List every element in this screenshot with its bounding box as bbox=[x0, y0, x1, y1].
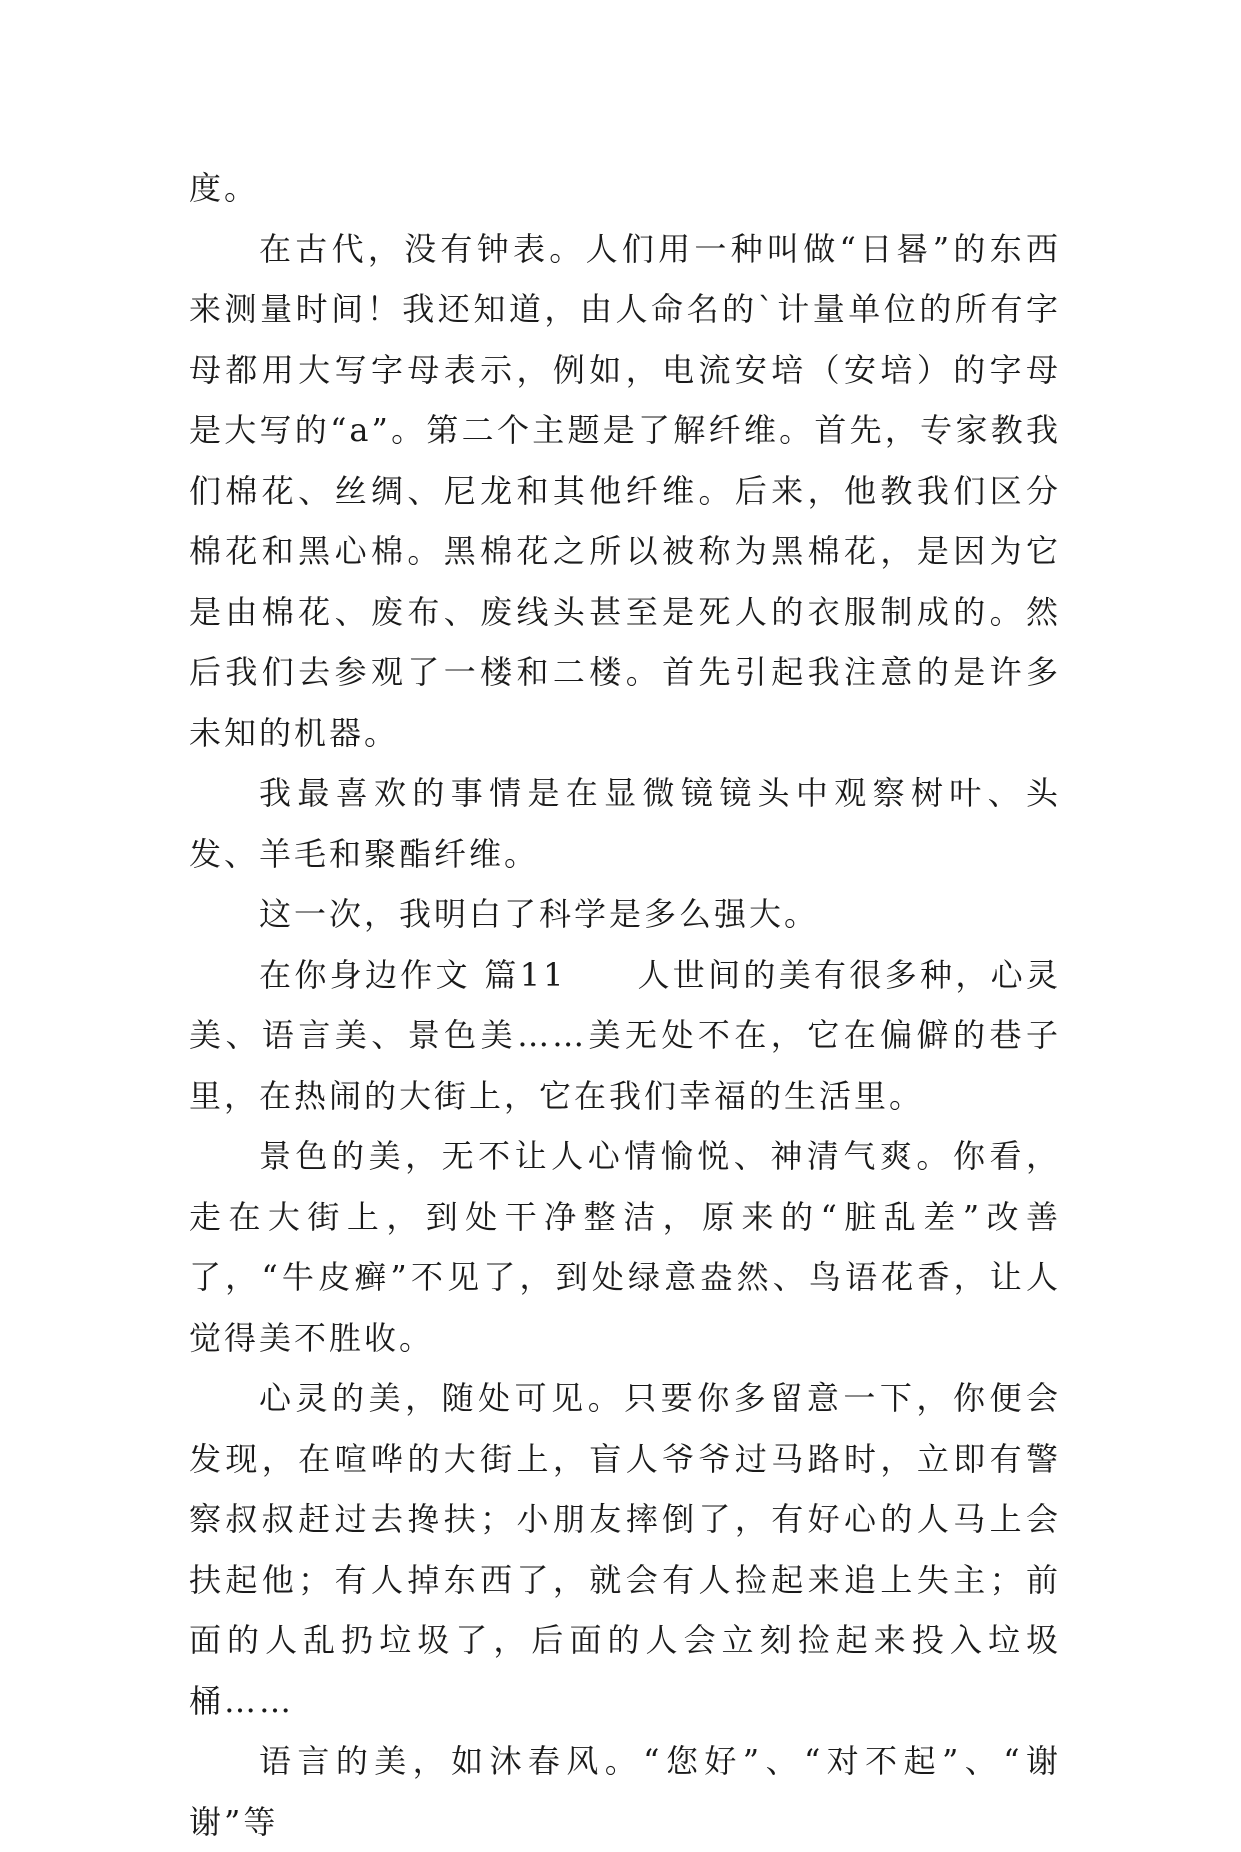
paragraph: 心灵的美，随处可见。只要你多留意一下，你便会发现，在喧哗的大街上，盲人爷爷过马路时，立即有警察叔叔赶过去搀扶；小朋友摔倒了，有好心的人马上会扶起他；有人掉东西了，就会有人捡起来追上失主；前面的人乱扔垃圾了，后面的人会立刻捡起来投入垃圾桶…… bbox=[189, 1379, 1061, 1720]
document-body bbox=[189, 158, 1061, 1852]
paragraph: 在古代，没有钟表。人们用一种叫做“日晷”的东西来测量时间！我还知道，由人命名的`计量单位的所有字母都用大写字母表示，例如，电流安培（安培）的字母是大写的“a”。第二个主题是了解纤维。首先，专家教我们棉花、丝绸、尼龙和其他纤维。后来，他教我们区分棉花和黑心棉。黑棉花之所以被称为黑棉花，是因为它是由棉花、废布、废线头甚至是死人的衣服制成的。然后我们去参观了一楼和二楼。首先引起我注意的是许多未知的机器。 bbox=[189, 229, 1061, 752]
paragraph: 度。 bbox=[189, 169, 260, 207]
paragraph: 语言的美，如沐春风。“您好”、“对不起”、“谢谢”等 bbox=[189, 1742, 1061, 1841]
paragraph: 我最喜欢的事情是在显微镜镜头中观察树叶、头发、羊毛和聚酯纤维。 bbox=[189, 774, 1061, 873]
paragraph: 这一次，我明白了科学是多么强大。 bbox=[259, 895, 820, 933]
paragraph: 在你身边作文 篇11 人世间的美有很多种，心灵美、语言美、景色美……美无处不在，它在偏僻的巷子里，在热闹的大街上，它在我们幸福的生活里。 bbox=[189, 955, 1061, 1115]
paragraph: 景色的美，无不让人心情愉悦、神清气爽。你看，走在大街上，到处干净整洁，原来的“脏乱差”改善了，“牛皮癣”不见了，到处绿意盎然、鸟语花香，让人觉得美不胜收。 bbox=[189, 1137, 1061, 1357]
